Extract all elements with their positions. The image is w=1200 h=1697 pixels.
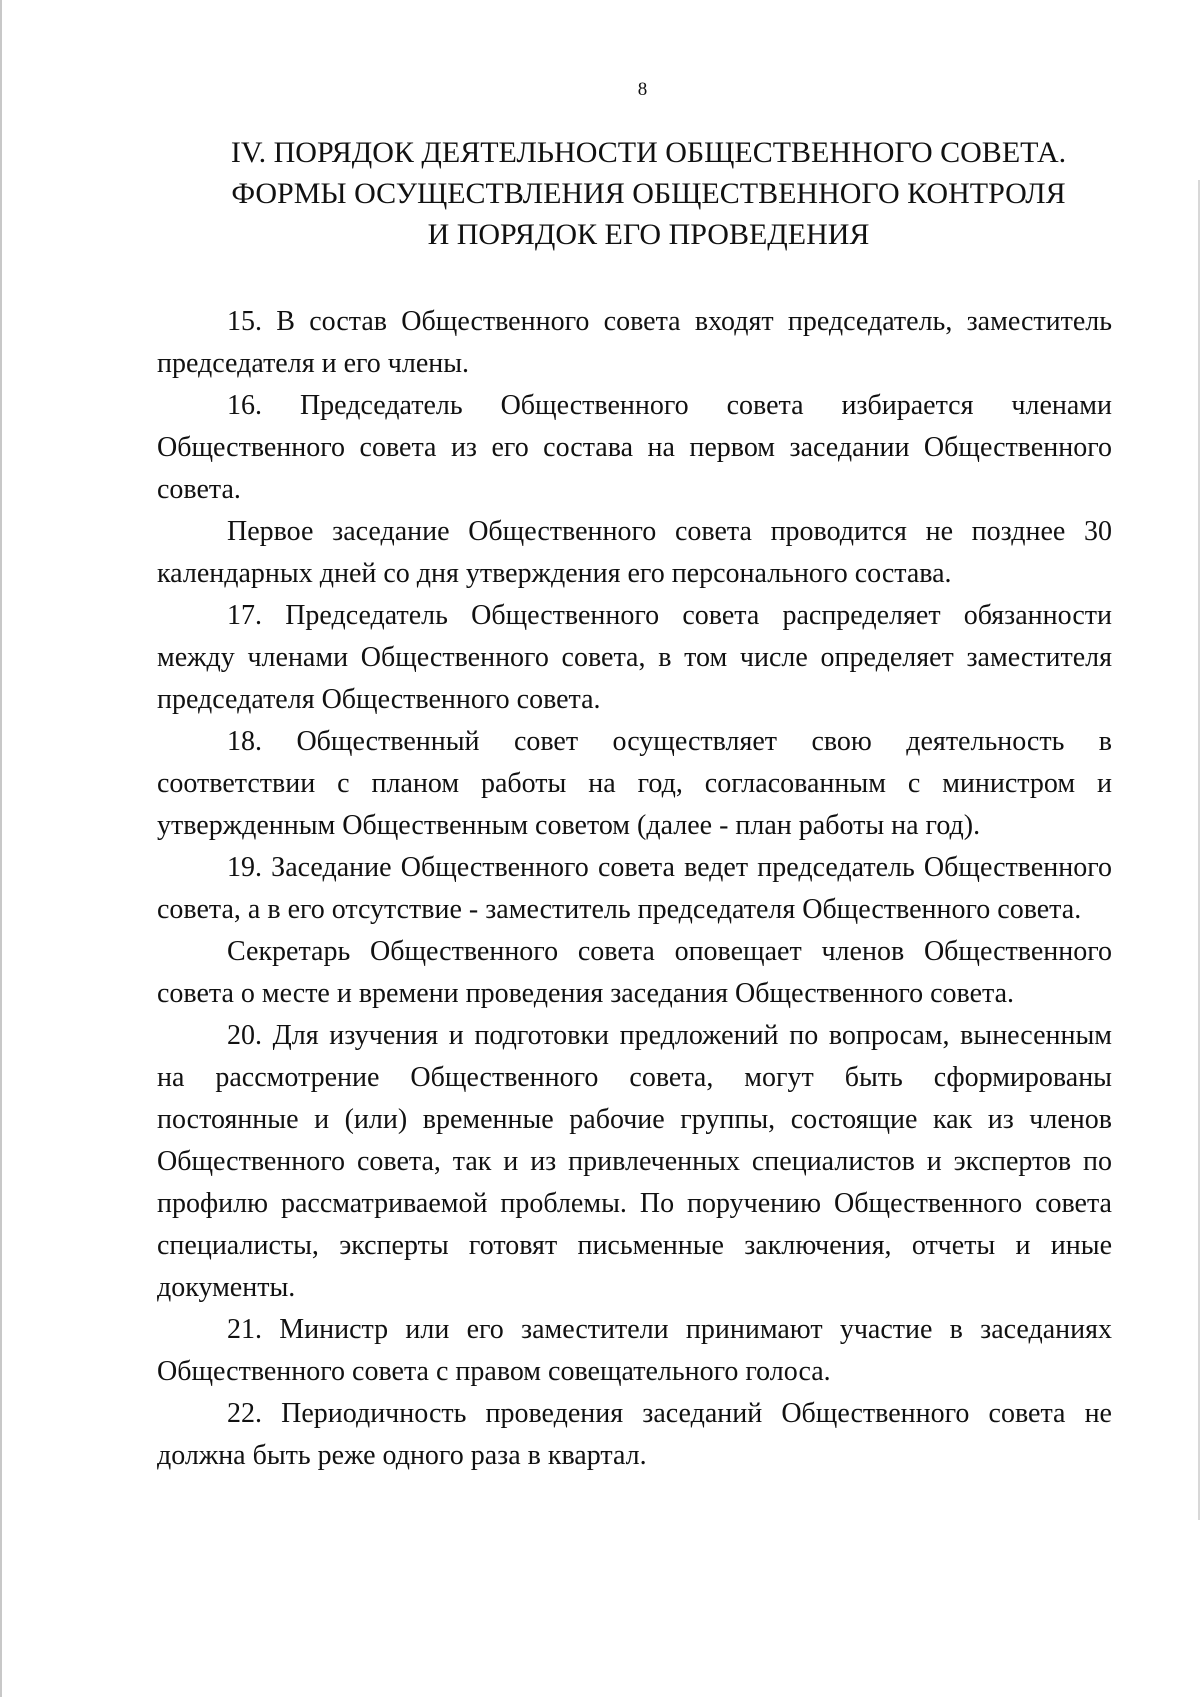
section-heading-line-1: IV. ПОРЯДОК ДЕЯТЕЛЬНОСТИ ОБЩЕСТВЕННОГО СОВЕТА. <box>230 136 1067 169</box>
paragraph-22: 22. Периодичность проведения заседаний Общественного совета не должна быть реже одного раза в квартал. <box>157 1398 1112 1471</box>
paragraph-21: 21. Министр или его заместители принимают участие в заседаниях Общественного совета с правом совещательного голоса. <box>157 1314 1112 1387</box>
paragraph-18: 18. Общественный совет осуществляет свою деятельность в соответствии с планом работы на год, согласованным с министром и утвержденным Общественным советом (далее - план работы на год). <box>157 726 1112 841</box>
paragraph-16: 16. Председатель Общественного совета избирается членами Общественного совета из его состава на первом заседании Общественного совета. <box>157 390 1112 505</box>
paragraph-17: 17. Председатель Общественного совета распределяет обязанности между членами Общественного совета, в том числе определяет заместителя председателя Общественного совета. <box>157 600 1112 715</box>
paragraph-19: 19. Заседание Общественного совета ведет председатель Общественного совета, а в его отсутствие - заместитель председателя Общественного совета. <box>157 852 1112 925</box>
page-number: 8 <box>637 79 648 100</box>
section-heading <box>157 132 1112 255</box>
body-text <box>157 301 1112 1477</box>
document-page <box>157 78 1112 1477</box>
paragraph-15: 15. В состав Общественного совета входят председатель, заместитель председателя и его члены. <box>157 306 1112 379</box>
paragraph-20: 20. Для изучения и подготовки предложений по вопросам, вынесенным на рассмотрение Общественного совета, могут быть сформированы постоянные и (или) временные рабочие группы, состоящие как из членов Общественного совета, так и из привлеченных специалистов и экспертов по профилю рассматриваемой проблемы. По поручению Общественного совета специалисты, эксперты готовят письменные заключения, отчеты и иные документы. <box>157 1020 1112 1303</box>
section-heading-line-2: ФОРМЫ ОСУЩЕСТВЛЕНИЯ ОБЩЕСТВЕННОГО КОНТРОЛЯ <box>231 177 1066 210</box>
paragraph-16-continued: Первое заседание Общественного совета проводится не позднее 30 календарных дней со дня утверждения его персонального состава. <box>157 516 1112 589</box>
section-heading-line-3: И ПОРЯДОК ЕГО ПРОВЕДЕНИЯ <box>427 218 870 251</box>
paragraph-19-continued: Секретарь Общественного совета оповещает членов Общественного совета о месте и времени проведения заседания Общественного совета. <box>157 936 1112 1009</box>
scan-left-edge <box>0 0 2 1697</box>
